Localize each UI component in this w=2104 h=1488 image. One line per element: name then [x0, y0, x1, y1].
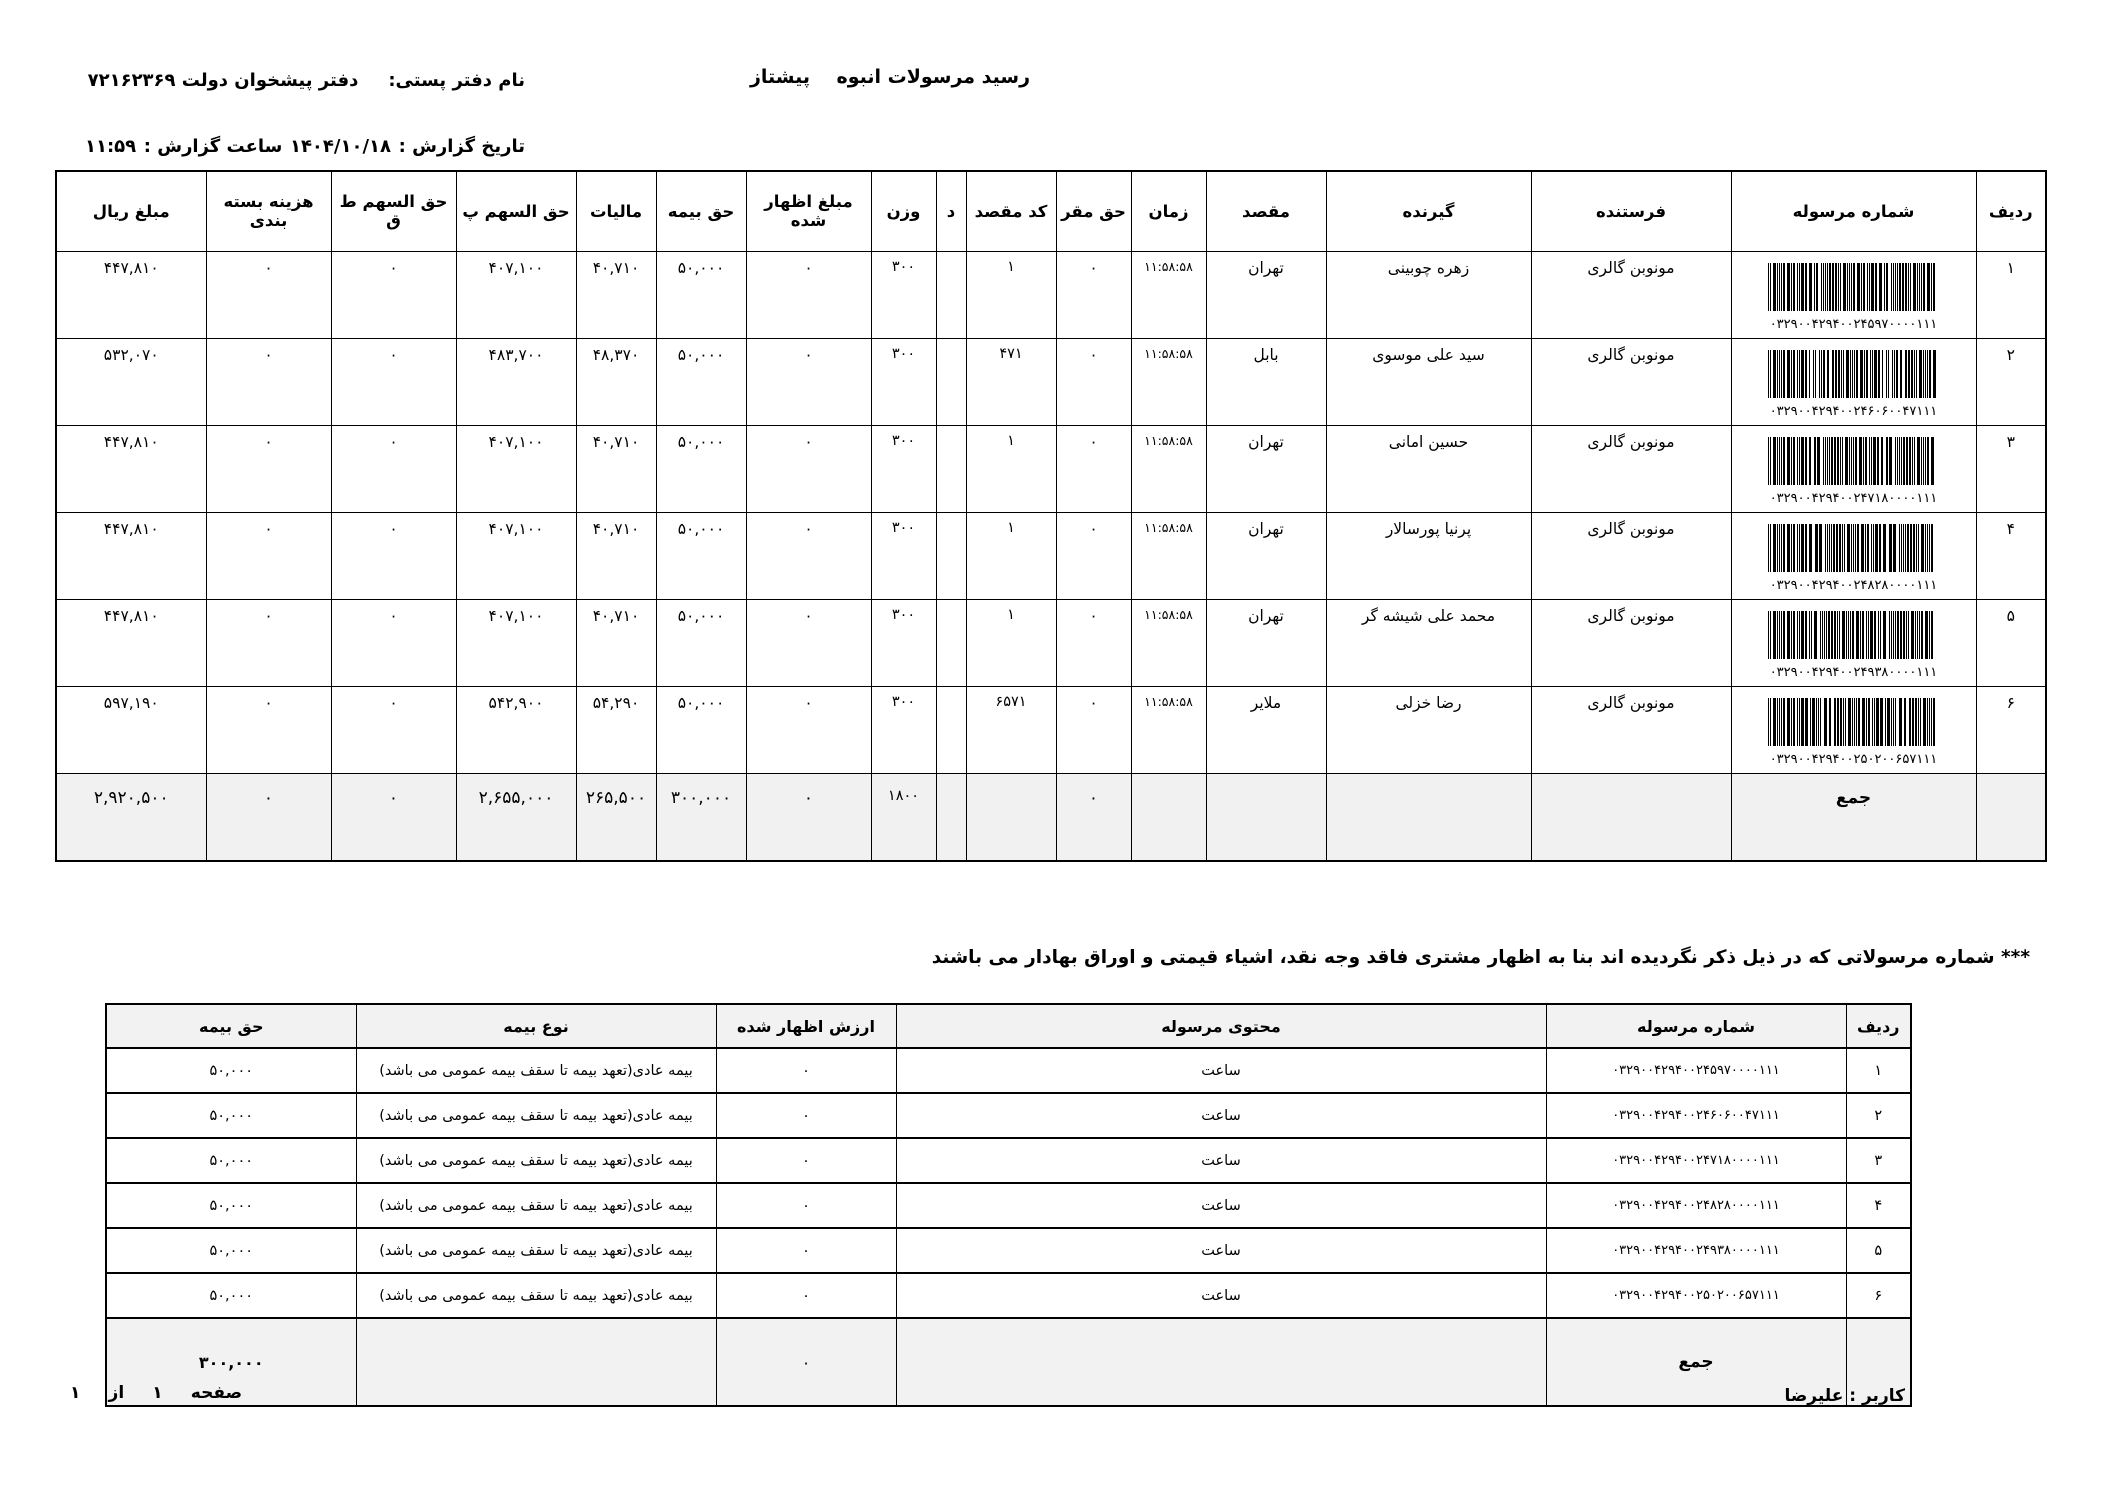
- cell-amount-rial: ۴۴۷,۸۱۰: [56, 425, 206, 512]
- cell-dest-code: ۱: [966, 512, 1056, 599]
- cell-insurance-fee: ۵۰,۰۰۰: [106, 1183, 356, 1228]
- cell-d: [936, 338, 966, 425]
- cell-tax: ۲۶۵,۵۰۰: [576, 773, 656, 861]
- cell-weight: ۳۰۰: [871, 512, 936, 599]
- cell-packaging-cost: ۰: [206, 773, 331, 861]
- cell-tax: ۵۴,۲۹۰: [576, 686, 656, 773]
- column-header-row-no: ردیف: [1976, 171, 2046, 251]
- cell-row-no: ۱: [1976, 251, 2046, 338]
- cell-insurance-type: بیمه عادی(تعهد بیمه تا سقف بیمه عمومی می باشد): [356, 1093, 716, 1138]
- column-header-base-fee: حق مقر: [1056, 171, 1131, 251]
- cell-content: [896, 1318, 1546, 1406]
- cell-insurance-fee: ۵۰,۰۰۰: [106, 1138, 356, 1183]
- barcode-graphic: [1768, 611, 1940, 659]
- cell-insurance-fee: ۵۰,۰۰۰: [656, 599, 746, 686]
- column-header-content: محتوی مرسوله: [896, 1004, 1546, 1048]
- cell-declared-value: ۰: [716, 1138, 896, 1183]
- column-header-shipment-no: شماره مرسوله: [1731, 171, 1976, 251]
- cell-dest-code: ۱: [966, 425, 1056, 512]
- column-header-declared-value: ارزش اظهار شده: [716, 1004, 896, 1048]
- cell-packaging-cost: ۰: [206, 338, 331, 425]
- cell-share-tq: ۰: [331, 599, 456, 686]
- cell-receiver: محمد علی شیشه گر: [1326, 599, 1531, 686]
- cell-receiver: سید علی موسوی: [1326, 338, 1531, 425]
- cell-amount-rial: ۵۹۷,۱۹۰: [56, 686, 206, 773]
- cell-receiver: زهره چوبینی: [1326, 251, 1531, 338]
- user-line: کاربر : علیرضا: [1784, 1386, 1905, 1406]
- cell-insurance-type: بیمه عادی(تعهد بیمه تا سقف بیمه عمومی می باشد): [356, 1138, 716, 1183]
- cell-time: ۱۱:۵۸:۵۸: [1131, 512, 1206, 599]
- report-time-value: ۱۱:۵۹: [85, 136, 137, 157]
- cell-row-no: ۴: [1976, 512, 2046, 599]
- cell-dest-code: ۱: [966, 251, 1056, 338]
- column-header-weight: وزن: [871, 171, 936, 251]
- page-number: ۱: [152, 1383, 163, 1403]
- cell-declared-value: ۰: [716, 1228, 896, 1273]
- column-header-share-tq: حق السهم ط ق: [331, 171, 456, 251]
- cell-destination: ملایر: [1206, 686, 1326, 773]
- report-datetime-line: [85, 136, 525, 157]
- cell-declared-amount: ۰: [746, 425, 871, 512]
- cell-sender: مونوبن گالری: [1531, 599, 1731, 686]
- cell-row-no: ۶: [1976, 686, 2046, 773]
- cell-packaging-cost: ۰: [206, 599, 331, 686]
- cell-time: ۱۱:۵۸:۵۸: [1131, 686, 1206, 773]
- cell-base-fee: ۰: [1056, 251, 1131, 338]
- cell-declared-amount: ۰: [746, 338, 871, 425]
- cell-shipment: جمع: [1731, 773, 1976, 861]
- barcode-graphic: [1768, 263, 1940, 311]
- cell-destination: تهران: [1206, 512, 1326, 599]
- page-label: صفحه: [190, 1383, 242, 1403]
- cell-d: [936, 425, 966, 512]
- cell-row-no: ۱: [1846, 1048, 1911, 1093]
- cell-row-no: ۳: [1976, 425, 2046, 512]
- report-time-label: ساعت گزارش :: [143, 136, 283, 157]
- cell-weight: ۱۸۰۰: [871, 773, 936, 861]
- cell-shipment-no: ۰۳۲۹۰۰۴۲۹۴۰۰۲۴۷۱۸۰۰۰۰۱۱۱: [1546, 1138, 1846, 1183]
- column-header-packaging-cost: هزینه بسته بندی: [206, 171, 331, 251]
- cell-sender: مونوبن گالری: [1531, 686, 1731, 773]
- cell-dest-code: ۱: [966, 599, 1056, 686]
- cell-row-no: [1976, 773, 2046, 861]
- cell-sender: مونوبن گالری: [1531, 251, 1731, 338]
- cell-destination: [1206, 773, 1326, 861]
- table-row: [106, 1048, 1911, 1093]
- cell-tax: ۴۰,۷۱۰: [576, 251, 656, 338]
- cell-destination: تهران: [1206, 251, 1326, 338]
- cell-d: [936, 251, 966, 338]
- cell-destination: تهران: [1206, 425, 1326, 512]
- cell-weight: ۳۰۰: [871, 338, 936, 425]
- cell-insurance-fee: ۵۰,۰۰۰: [656, 338, 746, 425]
- cell-share-tq: ۰: [331, 512, 456, 599]
- cell-insurance-fee: ۵۰,۰۰۰: [656, 251, 746, 338]
- cell-share-tq: ۰: [331, 251, 456, 338]
- column-header-row-no: ردیف: [1846, 1004, 1911, 1048]
- page-of-label: از: [108, 1383, 125, 1403]
- cell-weight: ۳۰۰: [871, 599, 936, 686]
- cell-tax: ۴۰,۷۱۰: [576, 599, 656, 686]
- cell-base-fee: ۰: [1056, 425, 1131, 512]
- total-row: [56, 773, 2046, 861]
- cell-dest-code: [966, 773, 1056, 861]
- cell-row-no: ۲: [1976, 338, 2046, 425]
- cell-insurance-type: بیمه عادی(تعهد بیمه تا سقف بیمه عمومی می باشد): [356, 1273, 716, 1318]
- table-row: [106, 1228, 1911, 1273]
- cell-sender: مونوبن گالری: [1531, 425, 1731, 512]
- cell-packaging-cost: ۰: [206, 686, 331, 773]
- shipment-number: ۰۳۲۹۰۰۴۲۹۴۰۰۲۴۹۳۸۰۰۰۰۱۱۱: [1769, 664, 1938, 680]
- cell-shipment-no: جمع: [1546, 1318, 1846, 1406]
- cell-amount-rial: ۵۳۲,۰۷۰: [56, 338, 206, 425]
- cell-insurance-fee: ۵۰,۰۰۰: [656, 686, 746, 773]
- cell-shipment-no: ۰۳۲۹۰۰۴۲۹۴۰۰۲۴۵۹۷۰۰۰۰۱۱۱: [1546, 1048, 1846, 1093]
- cell-amount-rial: ۴۴۷,۸۱۰: [56, 512, 206, 599]
- cell-time: ۱۱:۵۸:۵۸: [1131, 599, 1206, 686]
- cell-share-p: ۴۰۷,۱۰۰: [456, 599, 576, 686]
- cell-base-fee: ۰: [1056, 773, 1131, 861]
- cell-tax: ۴۸,۳۷۰: [576, 338, 656, 425]
- cell-declared-amount: ۰: [746, 773, 871, 861]
- cell-time: ۱۱:۵۸:۵۸: [1131, 338, 1206, 425]
- cell-declared-amount: ۰: [746, 599, 871, 686]
- barcode-graphic: [1768, 524, 1940, 572]
- cell-content: ساعت: [896, 1183, 1546, 1228]
- cell-packaging-cost: ۰: [206, 512, 331, 599]
- cell-content: ساعت: [896, 1228, 1546, 1273]
- column-header-tax: مالیات: [576, 171, 656, 251]
- cell-declared-value: ۰: [716, 1048, 896, 1093]
- cell-tax: ۴۰,۷۱۰: [576, 425, 656, 512]
- column-header-amount-rial: مبلغ ریال: [56, 171, 206, 251]
- cell-declared-amount: ۰: [746, 686, 871, 773]
- cell-share-p: ۲,۶۵۵,۰۰۰: [456, 773, 576, 861]
- table-row: [56, 599, 2046, 686]
- cell-time: ۱۱:۵۸:۵۸: [1131, 425, 1206, 512]
- cell-shipment: [1731, 599, 1976, 686]
- cell-share-p: ۴۰۷,۱۰۰: [456, 512, 576, 599]
- table-row: [106, 1273, 1911, 1318]
- column-header-share-p: حق السهم پ: [456, 171, 576, 251]
- table-row: [106, 1138, 1911, 1183]
- report-title: رسید مرسولات انبوه پیشتاز: [749, 66, 1031, 88]
- cell-destination: تهران: [1206, 599, 1326, 686]
- cell-dest-code: ۶۵۷۱: [966, 686, 1056, 773]
- cell-weight: ۳۰۰: [871, 425, 936, 512]
- cell-share-p: ۴۰۷,۱۰۰: [456, 425, 576, 512]
- cell-insurance-type: [356, 1318, 716, 1406]
- column-header-d: د: [936, 171, 966, 251]
- cell-share-p: ۵۴۲,۹۰۰: [456, 686, 576, 773]
- cell-content: ساعت: [896, 1138, 1546, 1183]
- cell-shipment-no: ۰۳۲۹۰۰۴۲۹۴۰۰۲۴۸۲۸۰۰۰۰۱۱۱: [1546, 1183, 1846, 1228]
- cell-declared-value: ۰: [716, 1093, 896, 1138]
- cell-tax: ۴۰,۷۱۰: [576, 512, 656, 599]
- cell-insurance-fee: ۳۰۰,۰۰۰: [656, 773, 746, 861]
- cell-insurance-fee: ۵۰,۰۰۰: [106, 1273, 356, 1318]
- page-total: ۱: [70, 1383, 81, 1403]
- cell-share-p: ۴۰۷,۱۰۰: [456, 251, 576, 338]
- cell-content: ساعت: [896, 1273, 1546, 1318]
- cell-d: [936, 512, 966, 599]
- cell-shipment-no: ۰۳۲۹۰۰۴۲۹۴۰۰۲۴۶۰۶۰۰۴۷۱۱۱: [1546, 1093, 1846, 1138]
- column-header-dest-code: کد مقصد: [966, 171, 1056, 251]
- cell-insurance-fee: ۵۰,۰۰۰: [106, 1228, 356, 1273]
- cell-amount-rial: ۴۴۷,۸۱۰: [56, 251, 206, 338]
- shipment-number: ۰۳۲۹۰۰۴۲۹۴۰۰۲۴۷۱۸۰۰۰۰۱۱۱: [1769, 490, 1938, 506]
- cell-base-fee: ۰: [1056, 512, 1131, 599]
- cell-destination: بابل: [1206, 338, 1326, 425]
- cell-receiver: [1326, 773, 1531, 861]
- insurance-table-body: [106, 1048, 1911, 1406]
- table-row: [106, 1183, 1911, 1228]
- barcode-graphic: [1768, 350, 1940, 398]
- cell-receiver: حسین امانی: [1326, 425, 1531, 512]
- report-date-label: تاریخ گزارش :: [398, 136, 525, 157]
- column-header-declared-amount: مبلغ اظهار شده: [746, 171, 871, 251]
- table-row: [56, 338, 2046, 425]
- cell-insurance-fee: ۵۰,۰۰۰: [656, 512, 746, 599]
- cell-d: [936, 686, 966, 773]
- cell-base-fee: ۰: [1056, 599, 1131, 686]
- cell-declared-amount: ۰: [746, 251, 871, 338]
- table-row: [106, 1093, 1911, 1138]
- cell-row-no: ۳: [1846, 1138, 1911, 1183]
- cell-share-p: ۴۸۳,۷۰۰: [456, 338, 576, 425]
- column-header-shipment-no: شماره مرسوله: [1546, 1004, 1846, 1048]
- column-header-destination: مقصد: [1206, 171, 1326, 251]
- cell-dest-code: ۴۷۱: [966, 338, 1056, 425]
- shipment-number: ۰۳۲۹۰۰۴۲۹۴۰۰۲۴۶۰۶۰۰۴۷۱۱۱: [1769, 403, 1938, 419]
- cell-time: [1131, 773, 1206, 861]
- cell-insurance-fee: ۵۰,۰۰۰: [106, 1093, 356, 1138]
- table-row: [56, 425, 2046, 512]
- cell-shipment: [1731, 251, 1976, 338]
- cell-sender: [1531, 773, 1731, 861]
- no-valuables-note: *** شماره مرسولاتی که در ذیل ذکر نگردیده اند بنا به اظهار مشتری فاقد وجه نقد، اشیاء قیمتی و اوراق بهادار می باشند: [931, 947, 2030, 968]
- shipment-number: ۰۳۲۹۰۰۴۲۹۴۰۰۲۵۰۲۰۰۶۵۷۱۱۱: [1769, 751, 1938, 767]
- total-row: [106, 1318, 1911, 1406]
- cell-declared-amount: ۰: [746, 512, 871, 599]
- barcode-graphic: [1768, 698, 1940, 746]
- cell-amount-rial: ۴۴۷,۸۱۰: [56, 599, 206, 686]
- shipment-number: ۰۳۲۹۰۰۴۲۹۴۰۰۲۴۵۹۷۰۰۰۰۱۱۱: [1769, 316, 1938, 332]
- cell-shipment-no: ۰۳۲۹۰۰۴۲۹۴۰۰۲۵۰۲۰۰۶۵۷۱۱۱: [1546, 1273, 1846, 1318]
- cell-declared-value: ۰: [716, 1183, 896, 1228]
- page-indicator: [70, 1383, 242, 1403]
- cell-insurance-type: بیمه عادی(تعهد بیمه تا سقف بیمه عمومی می باشد): [356, 1183, 716, 1228]
- cell-row-no: ۵: [1976, 599, 2046, 686]
- cell-d: [936, 773, 966, 861]
- postal-office-value: دفتر پیشخوان دولت ۷۲۱۶۲۳۶۹: [87, 70, 359, 91]
- cell-base-fee: ۰: [1056, 338, 1131, 425]
- cell-insurance-fee: ۳۰۰,۰۰۰: [106, 1318, 356, 1406]
- cell-declared-value: ۰: [716, 1273, 896, 1318]
- column-header-sender: فرستنده: [1531, 171, 1731, 251]
- table-row: [56, 686, 2046, 773]
- postal-office-line: [85, 70, 525, 91]
- cell-time: ۱۱:۵۸:۵۸: [1131, 251, 1206, 338]
- report-date-value: ۱۴۰۴/۱۰/۱۸: [289, 136, 391, 157]
- table-row: [56, 251, 2046, 338]
- column-header-insurance-type: نوع بیمه: [356, 1004, 716, 1048]
- cell-receiver: رضا خزلی: [1326, 686, 1531, 773]
- cell-shipment: [1731, 512, 1976, 599]
- cell-insurance-fee: ۵۰,۰۰۰: [656, 425, 746, 512]
- shipment-number: ۰۳۲۹۰۰۴۲۹۴۰۰۲۴۸۲۸۰۰۰۰۱۱۱: [1769, 577, 1938, 593]
- insurance-table-header: [106, 1004, 1911, 1048]
- column-header-receiver: گیرنده: [1326, 171, 1531, 251]
- cell-shipment-no: ۰۳۲۹۰۰۴۲۹۴۰۰۲۴۹۳۸۰۰۰۰۱۱۱: [1546, 1228, 1846, 1273]
- cell-shipment: [1731, 686, 1976, 773]
- cell-row-no: ۵: [1846, 1228, 1911, 1273]
- cell-weight: ۳۰۰: [871, 251, 936, 338]
- postal-office-label: نام دفتر پستی:: [388, 70, 525, 91]
- cell-declared-value: ۰: [716, 1318, 896, 1406]
- shipments-table-body: [56, 251, 2046, 861]
- cell-row-no: ۲: [1846, 1093, 1911, 1138]
- cell-share-tq: ۰: [331, 686, 456, 773]
- barcode-graphic: [1768, 437, 1940, 485]
- cell-insurance-type: بیمه عادی(تعهد بیمه تا سقف بیمه عمومی می باشد): [356, 1228, 716, 1273]
- cell-receiver: پرنیا پورسالار: [1326, 512, 1531, 599]
- shipments-table: [55, 170, 2047, 862]
- cell-sender: مونوبن گالری: [1531, 338, 1731, 425]
- cell-share-tq: ۰: [331, 338, 456, 425]
- column-header-insurance-fee: حق بیمه: [656, 171, 746, 251]
- cell-sender: مونوبن گالری: [1531, 512, 1731, 599]
- column-header-time: زمان: [1131, 171, 1206, 251]
- cell-packaging-cost: ۰: [206, 425, 331, 512]
- cell-row-no: ۶: [1846, 1273, 1911, 1318]
- cell-amount-rial: ۲,۹۲۰,۵۰۰: [56, 773, 206, 861]
- cell-shipment: [1731, 338, 1976, 425]
- column-header-insurance-fee: حق بیمه: [106, 1004, 356, 1048]
- cell-insurance-fee: ۵۰,۰۰۰: [106, 1048, 356, 1093]
- cell-row-no: ۴: [1846, 1183, 1911, 1228]
- cell-packaging-cost: ۰: [206, 251, 331, 338]
- cell-content: ساعت: [896, 1093, 1546, 1138]
- cell-share-tq: ۰: [331, 425, 456, 512]
- insurance-table: [105, 1003, 1912, 1407]
- cell-d: [936, 599, 966, 686]
- cell-shipment: [1731, 425, 1976, 512]
- shipments-table-header: [56, 171, 2046, 251]
- table-row: [56, 512, 2046, 599]
- cell-insurance-type: بیمه عادی(تعهد بیمه تا سقف بیمه عمومی می باشد): [356, 1048, 716, 1093]
- cell-base-fee: ۰: [1056, 686, 1131, 773]
- cell-share-tq: ۰: [331, 773, 456, 861]
- cell-weight: ۳۰۰: [871, 686, 936, 773]
- cell-content: ساعت: [896, 1048, 1546, 1093]
